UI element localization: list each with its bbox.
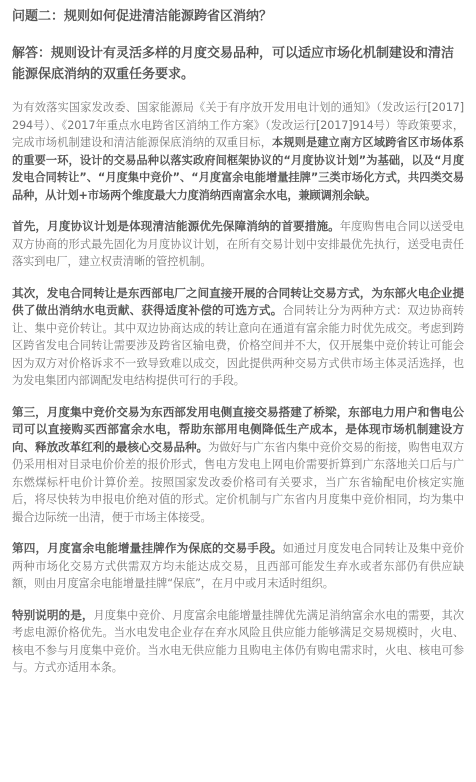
intro-bold-text: 本规则是建立南方区域跨省区市场体系的重要一环，设计的交易品种以落实政府间框架协议的“月度协议计划”为基础，以及“月度发电合同转让”、“月度集中竞价”、“月度富余电能增量挂牌”三类市场化方式，共四类交易品种，从计划+市场两个维度最大力度消纳西南富余水电，兼顾调剂余缺。 bbox=[12, 136, 465, 202]
paragraph-second bbox=[12, 285, 464, 390]
paragraph-first bbox=[12, 218, 464, 271]
paragraph-third-body: 为做好与广东省内集中竞价交易的衔接，购售电双方仍采用相对目录电价价差的报价形式，售电方发电上网电价需要折算到广东落地关口后与广东燃煤标杆电价计算价差。按照国家发改委价格司有关要求，当广东省输配电价核定实施后，将尽快转为申报电价绝对值的形式。定价机制与广东省内月度集中竞价相同，均为集中撮合边际统一出清，便于市场主体接受。 bbox=[12, 440, 464, 524]
paragraph-special-note bbox=[12, 607, 464, 677]
intro-plain-text: 为有效落实国家发改委、国家能源局《关于有序放开发用电计划的通知》（发改运行[2017] 294号）、《2017年重点水电跨省区消纳工作方案》（发改运行[2017]914号）等政策要求，完成市场机制建设和清洁能源保底消纳的双重目标， bbox=[12, 101, 464, 149]
answer-summary: 解答：规则设计有灵活多样的月度交易品种，可以适应市场化机制建设和清洁能源保底消纳的双重任务要求。 bbox=[12, 46, 455, 82]
paragraph-fourth-body: 如通过月度发电合同转让及集中竞价两种市场化交易方式供需双方均未能达成交易，且西部可能发生弃水或者东部仍有供应缺额，则由月度富余电能增量挂牌“保底”，在月中或月末适时组织。 bbox=[12, 542, 465, 590]
question-title: 问题二：规则如何促进清洁能源跨省区消纳？ bbox=[12, 9, 273, 24]
paragraph-first-lead: 首先，月度协议计划是体现清洁能源优先保障消纳的首要措施。 bbox=[12, 219, 340, 233]
paragraph-first-body: 年度购售电合同以送受电双方协商的形式最先固化为月度协议计划，在所有交易计划中安排最优先执行，送受电责任落实到电厂，建立权责清晰的管控机制。 bbox=[12, 220, 464, 268]
paragraph-second-lead: 其次，发电合同转让是东西部电厂之间直接开展的合同转让交易方式，为东部火电企业提供了做出消纳水电贡献、获得适度补偿的可选方式。 bbox=[12, 285, 464, 317]
paragraph-fourth-lead: 第四，月度富余电能增量挂牌作为保底的交易手段。 bbox=[12, 541, 283, 555]
paragraph-third-lead: 第三，月度集中竞价交易为东西部发用电侧直接交易搭建了桥梁，东部电力用户和售电公司可以直接购买西部富余水电，帮助东部用电侧降低生产成本，是体现市场机制建设方向、释放改革红利的最核心交易品种。 bbox=[12, 404, 464, 454]
paragraph-fourth bbox=[12, 540, 464, 593]
paragraph-third bbox=[12, 404, 464, 527]
intro-paragraph bbox=[12, 99, 464, 204]
paragraph-second-body: 合同转让分为两种方式：双边协商转让、集中竞价转让。其中双边协商达成的转让意向在通道有富余能力时优先成交。考虑到跨区跨省发电合同转让需要涉及跨省区输电费，价格空间并不大，仅开展集中竞价转让可能会因为双方对价格诉求不一致导致难以成交，因此提供两种交易方式供市场主体灵活选择，也为发电集团内部调配发电结构提供可行的手段。 bbox=[12, 304, 465, 387]
paragraph-special-note-body: 月度集中竞价、月度富余电能增量挂牌优先满足消纳富余水电的需要，其次考虑电源价格优先。当水电发电企业存在弃水风险且供应能力能够满足交易规模时，火电、核电不参与月度集中竞价。当水电无供应能力且购电主体仍有购电需求时，火电、核电可参与。方式亦适用本条。 bbox=[12, 608, 465, 674]
paragraph-special-note-lead: 特别说明的是， bbox=[12, 607, 94, 622]
